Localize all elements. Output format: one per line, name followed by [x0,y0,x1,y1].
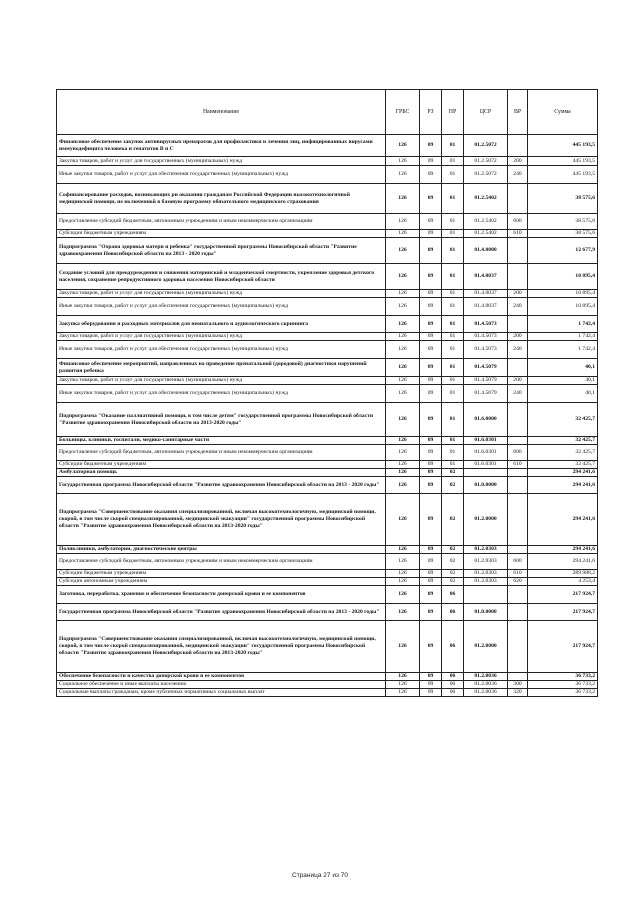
cell-name: Предоставление субсидий бюджетным, автономным учреждениям и иным некоммерческим организациям [57,445,386,461]
cell-pr: 01 [442,333,464,341]
cell-pr: 01 [442,341,464,359]
cell-name: Создание условий для преодуреждения и снижения материнской и младенческой смертности, укрепление здоровья детского населения, сохранение репродуктивного здоровья населения Новосибирской области [57,264,386,290]
cell-rz: 09 [420,385,442,403]
cell-csr: 01.2.5402 [464,214,508,230]
cell-rz: 09 [420,298,442,316]
cell-rz: 09 [420,377,442,385]
cell-rz: 09 [420,689,442,697]
cell-pr: 01 [442,290,464,298]
cell-sum: 38 575,6 [528,214,598,230]
cell-rz: 09 [420,264,442,290]
cell-csr: 01.2.0036 [464,689,508,697]
cell-rz: 09 [420,445,442,461]
cell-name: Предоставление субсидий бюджетным, автономным учреждениям и иным некоммерческим организациям [57,554,386,570]
header-grbs: ГРБС [386,90,420,135]
cell-rz: 09 [420,494,442,546]
cell-grbs: 126 [386,570,420,578]
header-name: Наименование [57,90,386,135]
cell-sum: 289 988,2 [528,570,598,578]
cell-vr: 200 [508,290,528,298]
cell-sum: 294 241,6 [528,494,598,546]
cell-csr: 01.6.0301 [464,445,508,461]
cell-grbs: 126 [386,689,420,697]
cell-rz: 09 [420,469,442,477]
cell-csr: 01.4.5079 [464,359,508,377]
cell-vr: 200 [508,157,528,166]
cell-csr: 01.4.5079 [464,385,508,403]
cell-grbs: 126 [386,238,420,264]
cell-name: Закупка товаров, работ и услуг для государственных (муниципальных) нужд [57,377,386,385]
cell-name: Субсидии бюджетным учреждениям [57,570,386,578]
table-row [57,264,598,290]
cell-sum: 10 895,4 [528,298,598,316]
cell-grbs: 126 [386,184,420,214]
cell-csr: 01.4.0037 [464,298,508,316]
table-header-row [57,90,598,135]
cell-vr: 300 [508,681,528,689]
cell-grbs: 126 [386,477,420,494]
cell-name: Поликлиники, амбулатории, диагностические центры [57,546,386,554]
cell-csr: 01.2.5072 [464,166,508,184]
cell-rz: 09 [420,184,442,214]
cell-vr [508,135,528,157]
cell-vr [508,586,528,604]
cell-grbs: 126 [386,359,420,377]
cell-pr: 01 [442,437,464,445]
cell-csr [464,469,508,477]
table-row [57,445,598,461]
cell-sum: 36 733,2 [528,673,598,681]
cell-pr: 01 [442,445,464,461]
cell-name: Иные закупки товаров, работ и услуг для обеспечения государственных (муниципальных) нужд [57,298,386,316]
cell-grbs: 126 [386,546,420,554]
cell-sum: 1 742,4 [528,316,598,333]
cell-sum: 294 241,6 [528,469,598,477]
cell-grbs: 126 [386,290,420,298]
table-row [57,673,598,681]
cell-grbs: 126 [386,377,420,385]
table-row [57,298,598,316]
cell-grbs: 126 [386,214,420,230]
header-csr: ЦСР [464,90,508,135]
cell-sum: 1 742,4 [528,333,598,341]
table-row [57,238,598,264]
cell-csr: 01.4.0037 [464,290,508,298]
cell-rz: 09 [420,477,442,494]
cell-vr [508,546,528,554]
cell-sum: 40,1 [528,359,598,377]
cell-rz: 09 [420,570,442,578]
cell-grbs: 126 [386,604,420,621]
table-row [57,461,598,469]
table-row [57,385,598,403]
table-row [57,230,598,238]
cell-rz: 09 [420,681,442,689]
cell-csr: 01.4.0037 [464,264,508,290]
cell-grbs: 126 [386,586,420,604]
cell-sum: 4 253,4 [528,578,598,586]
cell-csr: 01.2.5402 [464,230,508,238]
cell-name: Обеспечение безопасности и качества донорской крови и ее компонентов [57,673,386,681]
cell-pr: 06 [442,586,464,604]
cell-csr: 01.6.0000 [464,403,508,437]
cell-sum: 38 575,6 [528,184,598,214]
table-row [57,157,598,166]
header-sum: Сумма [528,90,598,135]
cell-vr [508,316,528,333]
cell-rz: 09 [420,403,442,437]
cell-grbs: 126 [386,578,420,586]
cell-vr: 200 [508,333,528,341]
cell-pr: 01 [442,385,464,403]
cell-rz: 09 [420,135,442,157]
cell-sum: 445 193,5 [528,135,598,157]
cell-grbs: 126 [386,264,420,290]
cell-grbs: 126 [386,341,420,359]
cell-name: Иные закупки товаров, работ и услуг для обеспечения государственных (муниципальных) нужд [57,385,386,403]
table-row [57,290,598,298]
cell-pr: 01 [442,214,464,230]
cell-grbs: 126 [386,437,420,445]
cell-csr: 01.0.0000 [464,604,508,621]
table-row [57,166,598,184]
table-row [57,403,598,437]
cell-grbs: 126 [386,621,420,673]
cell-name: Финансовое обеспечение закупок антивирусных препаратов для профилактики и лечения лиц, инфицированных вирусами иммунодефицита человека и гепатитов В и С [57,135,386,157]
cell-csr: 01.6.0301 [464,461,508,469]
table-row [57,214,598,230]
cell-name: Субсидии автономным учреждениям [57,578,386,586]
cell-pr: 02 [442,494,464,546]
cell-rz: 09 [420,230,442,238]
cell-vr: 600 [508,214,528,230]
table-row [57,477,598,494]
cell-sum: 36 733,2 [528,689,598,697]
cell-sum: 445 193,5 [528,166,598,184]
cell-rz: 09 [420,316,442,333]
cell-pr: 01 [442,230,464,238]
cell-pr: 01 [442,135,464,157]
cell-sum: 294 241,6 [528,554,598,570]
table-row [57,135,598,157]
cell-rz: 09 [420,621,442,673]
cell-pr: 06 [442,621,464,673]
cell-name: Социальные выплаты гражданам, кроме публичных нормативных социальных выплат [57,689,386,697]
table-row [57,333,598,341]
cell-pr: 01 [442,166,464,184]
cell-csr: 01.2.0303 [464,554,508,570]
cell-grbs: 126 [386,230,420,238]
cell-vr [508,437,528,445]
cell-grbs: 126 [386,135,420,157]
cell-name: Субсидии бюджетным учреждениям [57,461,386,469]
cell-csr [464,586,508,604]
cell-rz: 09 [420,604,442,621]
cell-pr: 02 [442,477,464,494]
cell-csr: 01.4.5073 [464,316,508,333]
cell-name: Государственная программа Новосибирской области "Развитие здравоохранения Новосибирской области на 2013 - 2020 годы" [57,477,386,494]
cell-vr: 240 [508,341,528,359]
cell-sum: 217 924,7 [528,604,598,621]
cell-rz: 09 [420,166,442,184]
cell-sum: 294 241,6 [528,546,598,554]
cell-csr: 01.2.0303 [464,546,508,554]
cell-grbs: 126 [386,494,420,546]
cell-rz: 09 [420,157,442,166]
cell-rz: 09 [420,238,442,264]
cell-sum: 32 425,7 [528,445,598,461]
cell-vr [508,184,528,214]
cell-name: Закупка товаров, работ и услуг для государственных (муниципальных) нужд [57,157,386,166]
cell-name: Подпрограмма "Совершенствование оказания специализированной, включая высокотехнологичную, медицинской помощи, скорой, в том числе скорой специализированной, медицинской эвакуации" государственной программы Новосибирской области "Развитие здравоохранения Новосибирской области на 2013-2020 годы" [57,621,386,673]
cell-pr: 06 [442,604,464,621]
cell-vr [508,238,528,264]
cell-csr: 01.6.0301 [464,437,508,445]
cell-sum: 32 425,7 [528,461,598,469]
cell-vr: 610 [508,461,528,469]
cell-grbs: 126 [386,166,420,184]
cell-grbs: 126 [386,461,420,469]
cell-pr: 06 [442,673,464,681]
table-row [57,586,598,604]
cell-vr: 240 [508,385,528,403]
table-row [57,437,598,445]
cell-rz: 09 [420,437,442,445]
cell-rz: 09 [420,461,442,469]
cell-sum: 217 924,7 [528,586,598,604]
cell-csr: 01.2.0303 [464,570,508,578]
cell-sum: 294 241,6 [528,477,598,494]
cell-pr: 02 [442,469,464,477]
table-row [57,546,598,554]
table-body [57,135,598,697]
cell-name: Подпрограмма "Охрана здоровья матери и ребенка" государственной программы Новосибирской области "Развитие здравоохранения Новосибирской области на 2013 - 2020 годы" [57,238,386,264]
cell-pr: 01 [442,157,464,166]
cell-pr: 01 [442,403,464,437]
cell-csr: 01.4.5073 [464,341,508,359]
cell-name: Иные закупки товаров, работ и услуг для обеспечения государственных (муниципальных) нужд [57,166,386,184]
cell-name: Социальное обеспечение и иные выплаты населению [57,681,386,689]
cell-sum: 1 742,4 [528,341,598,359]
cell-name: Закупка товаров, работ и услуг для государственных (муниципальных) нужд [57,290,386,298]
cell-vr: 600 [508,554,528,570]
cell-sum: 38 575,6 [528,230,598,238]
cell-pr: 01 [442,377,464,385]
cell-vr [508,604,528,621]
cell-sum: 10 895,4 [528,290,598,298]
cell-csr: 01.4.5079 [464,377,508,385]
table-row [57,554,598,570]
cell-grbs: 126 [386,333,420,341]
table-row [57,570,598,578]
cell-csr: 01.2.0036 [464,673,508,681]
cell-pr: 02 [442,546,464,554]
cell-csr: 01.4.5073 [464,333,508,341]
page-number: Страница 27 из 70 [292,872,348,879]
cell-vr: 200 [508,377,528,385]
cell-pr: 01 [442,184,464,214]
cell-vr: 240 [508,166,528,184]
cell-name: Подпрограмма "Оказание паллиативной помощи, в том числе детям" государственной программы Новосибирской области "Развитие здравоохранения Новосибирской области на 2013-2020 годы" [57,403,386,437]
cell-sum: 40,1 [528,377,598,385]
table-row [57,359,598,377]
table-row [57,578,598,586]
cell-name: Подпрограмма "Совершенствование оказания специализированной, включая высокотехнологичную, медицинской помощи, скорой, в том числе скорой специализированной, медицинской эвакуации" государственной программы Новосибирской области "Развитие здравоохранения Новосибирской области на 2013-2020 годы" [57,494,386,546]
cell-grbs: 126 [386,298,420,316]
cell-grbs: 126 [386,469,420,477]
cell-vr [508,494,528,546]
header-pr: ПР [442,90,464,135]
cell-sum: 32 425,7 [528,403,598,437]
table-row [57,469,598,477]
cell-rz: 09 [420,359,442,377]
cell-rz: 09 [420,214,442,230]
cell-sum: 40,1 [528,385,598,403]
cell-grbs: 126 [386,681,420,689]
cell-vr: 610 [508,230,528,238]
cell-name: Финансовое обеспечение мероприятий, направленных на проведение пренатальной (дородовой) диагностики нарушений развития ребенка [57,359,386,377]
table-row [57,604,598,621]
cell-rz: 09 [420,673,442,681]
cell-vr [508,469,528,477]
cell-name: Больницы, клиники, госпитали, медико-санитарные части [57,437,386,445]
cell-name: Закупка оборудования и расходных материалов для неонатального и аудиологического скрининга [57,316,386,333]
cell-name: Иные закупки товаров, работ и услуг для обеспечения государственных (муниципальных) нужд [57,341,386,359]
cell-pr: 01 [442,359,464,377]
cell-vr [508,359,528,377]
cell-rz: 09 [420,333,442,341]
cell-rz: 09 [420,290,442,298]
cell-pr: 01 [442,238,464,264]
cell-sum: 36 733,2 [528,681,598,689]
cell-name: Предоставление субсидий бюджетным, автономным учреждениям и иным некоммерческим организациям [57,214,386,230]
cell-grbs: 126 [386,554,420,570]
budget-table [56,89,598,697]
cell-rz: 09 [420,554,442,570]
cell-sum: 32 425,7 [528,437,598,445]
cell-csr: 01.2.0000 [464,494,508,546]
cell-csr: 01.2.0036 [464,681,508,689]
cell-csr: 01.2.5402 [464,184,508,214]
cell-vr [508,673,528,681]
cell-pr: 02 [442,554,464,570]
cell-vr: 610 [508,570,528,578]
cell-csr: 01.2.0303 [464,578,508,586]
cell-name: Софинансирование расходов, возникающих ри оказании гражданам Российской Федерации высокотехнологичной медицинской помощи, не включенной в базовую программу обязательного медицинского страхования [57,184,386,214]
cell-name: Закупка товаров, работ и услуг для государственных (муниципальных) нужд [57,333,386,341]
cell-csr: 01.4.0000 [464,238,508,264]
cell-name: Субсидии бюджетным учреждениям [57,230,386,238]
cell-grbs: 126 [386,385,420,403]
table-row [57,341,598,359]
table-row [57,689,598,697]
table-row [57,184,598,214]
table-row [57,377,598,385]
cell-rz: 09 [420,586,442,604]
table-row [57,494,598,546]
cell-grbs: 126 [386,157,420,166]
cell-vr [508,264,528,290]
table-row [57,621,598,673]
cell-pr: 06 [442,681,464,689]
cell-name: Заготовка, переработка, хранение и обеспечение безопасности донорской крови и ее компонентов [57,586,386,604]
cell-sum: 445 193,5 [528,157,598,166]
cell-rz: 09 [420,578,442,586]
cell-vr: 320 [508,689,528,697]
cell-name: Государственная программа Новосибирской области "Развитие здравоохранения Новосибирской области на 2013 - 2020 годы" [57,604,386,621]
cell-sum: 12 677,9 [528,238,598,264]
cell-sum: 10 895,4 [528,264,598,290]
cell-grbs: 126 [386,445,420,461]
cell-grbs: 126 [386,316,420,333]
cell-vr [508,477,528,494]
cell-pr: 01 [442,461,464,469]
header-rz: РЗ [420,90,442,135]
table-row [57,316,598,333]
cell-vr: 620 [508,578,528,586]
cell-pr: 02 [442,570,464,578]
cell-pr: 02 [442,578,464,586]
cell-vr [508,621,528,673]
table-row [57,681,598,689]
cell-pr: 06 [442,689,464,697]
cell-grbs: 126 [386,403,420,437]
cell-csr: 01.0.0000 [464,477,508,494]
header-vr: ВР [508,90,528,135]
cell-vr: 600 [508,445,528,461]
cell-csr: 01.2.5072 [464,135,508,157]
cell-pr: 01 [442,264,464,290]
cell-csr: 01.2.0000 [464,621,508,673]
cell-rz: 09 [420,341,442,359]
cell-vr [508,403,528,437]
cell-rz: 09 [420,546,442,554]
cell-name: Амбулаторная помощь [57,469,386,477]
cell-sum: 217 924,7 [528,621,598,673]
cell-vr: 240 [508,298,528,316]
cell-pr: 01 [442,316,464,333]
cell-csr: 01.2.5072 [464,157,508,166]
cell-pr: 01 [442,298,464,316]
cell-grbs: 126 [386,673,420,681]
